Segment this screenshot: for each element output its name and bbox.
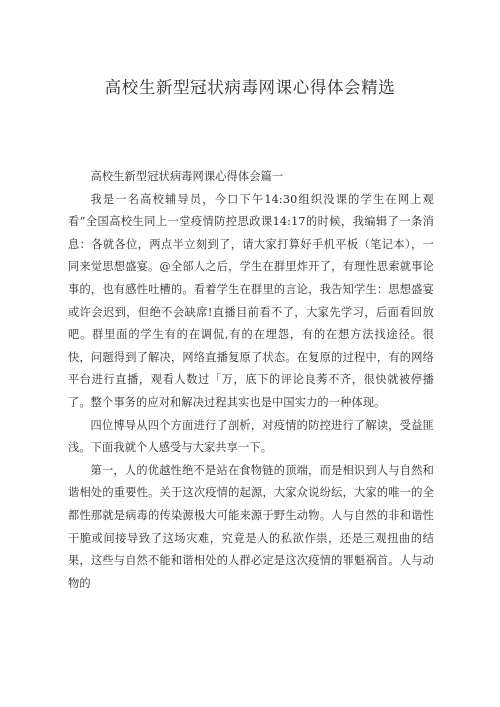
document-body <box>68 166 434 595</box>
paragraph: 第一，人的优越性绝不是站在食物链的顶端，而是相识到人与自然和谐相处的重要性。关于这次疫情的起源，大家众说纷纭，大家的唯一的全都性那就是病毒的传染源极大可能来源于野生动物。人与自然的非和谐性干脆或间接导致了这场灾难，究竟是人的私欲作祟，还是三观扭曲的结果，这些与自然不能和谐相处的人群必定是这次疫情的罪魁祸首。人与动物的 <box>68 463 434 590</box>
document-title: 高校生新型冠状病毒网课心得体会精选 <box>104 78 396 97</box>
paragraph: 四位博导从四个方面进行了剖析，对疫情的防控进行了解读，受益匪浅。下面我就个人感受与大家共享一下。 <box>68 418 434 455</box>
paragraph: 我是一名高校辅导员，今口下午14:30组织没课的学生在网上观看”全国高校生同上一堂疫情防控思政课14:17的时候，我编辑了一条消息：各就各位，两点半立刻到了，请大家打算好手机平板（笔记本），一同来觉思想盛宴。@全部人之后，学生在群里炸开了，有理性思索就事论事的，也有感性吐槽的。看着学生在群里的言论，我告知学生：思想盛宴或许会迟到，但绝不会缺席!直播目前看不了，大家先学习，后面看回放吧。群里面的学生有的在调侃,有的在埋怨，有的在想方法找途径。很快，问题得到了解决，网络直播复原了状态。在复原的过程中，有的网络平台进行直播，观看人数过「万，底下的评论良莠不齐，很快就被停播了。整个事务的应对和解决过程其实也是中国实力的一种体现。 <box>68 192 434 409</box>
section-heading: 高校生新型冠状病毒网课心得体会篇一 <box>90 170 284 183</box>
